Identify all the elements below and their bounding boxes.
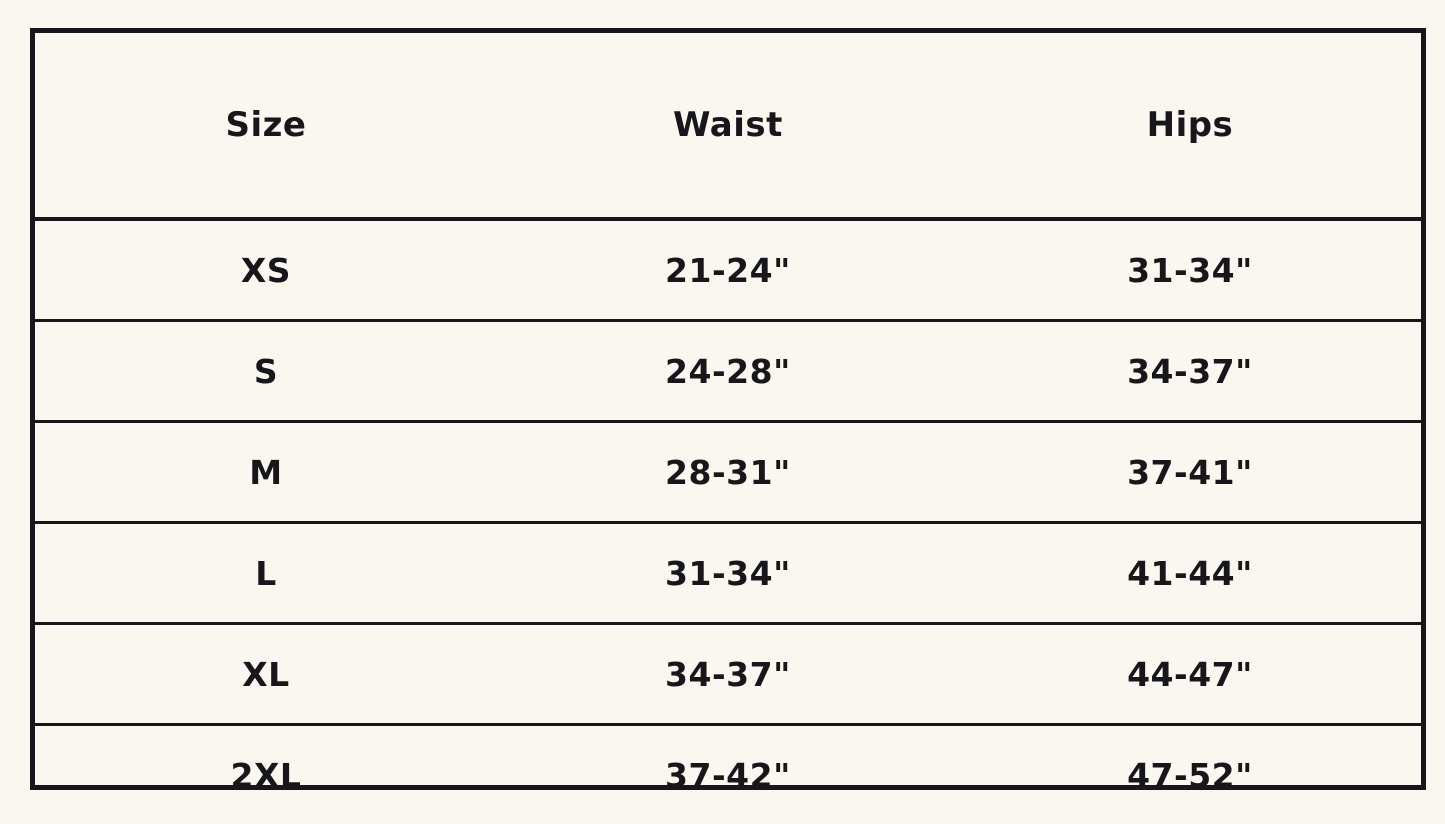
cell-waist: 37-42" <box>497 725 959 824</box>
cell-size: XL <box>35 624 497 725</box>
cell-size: XS <box>35 219 497 321</box>
cell-waist: 34-37" <box>497 624 959 725</box>
size-chart-table <box>35 33 1421 824</box>
table-row <box>35 321 1421 422</box>
table-row <box>35 725 1421 824</box>
cell-hips: 47-52" <box>959 725 1421 824</box>
table-row <box>35 523 1421 624</box>
cell-size: M <box>35 422 497 523</box>
cell-hips: 44-47" <box>959 624 1421 725</box>
table-row <box>35 422 1421 523</box>
table-header-row <box>35 33 1421 219</box>
cell-waist: 21-24" <box>497 219 959 321</box>
cell-hips: 37-41" <box>959 422 1421 523</box>
cell-waist: 28-31" <box>497 422 959 523</box>
cell-size: S <box>35 321 497 422</box>
size-chart-container <box>30 28 1426 790</box>
cell-waist: 31-34" <box>497 523 959 624</box>
column-header-waist: Waist <box>497 33 959 219</box>
table-body <box>35 219 1421 824</box>
cell-size: 2XL <box>35 725 497 824</box>
cell-waist: 24-28" <box>497 321 959 422</box>
cell-size: L <box>35 523 497 624</box>
column-header-hips: Hips <box>959 33 1421 219</box>
cell-hips: 41-44" <box>959 523 1421 624</box>
table-row <box>35 219 1421 321</box>
table-row <box>35 624 1421 725</box>
cell-hips: 34-37" <box>959 321 1421 422</box>
table-header <box>35 33 1421 219</box>
cell-hips: 31-34" <box>959 219 1421 321</box>
column-header-size: Size <box>35 33 497 219</box>
